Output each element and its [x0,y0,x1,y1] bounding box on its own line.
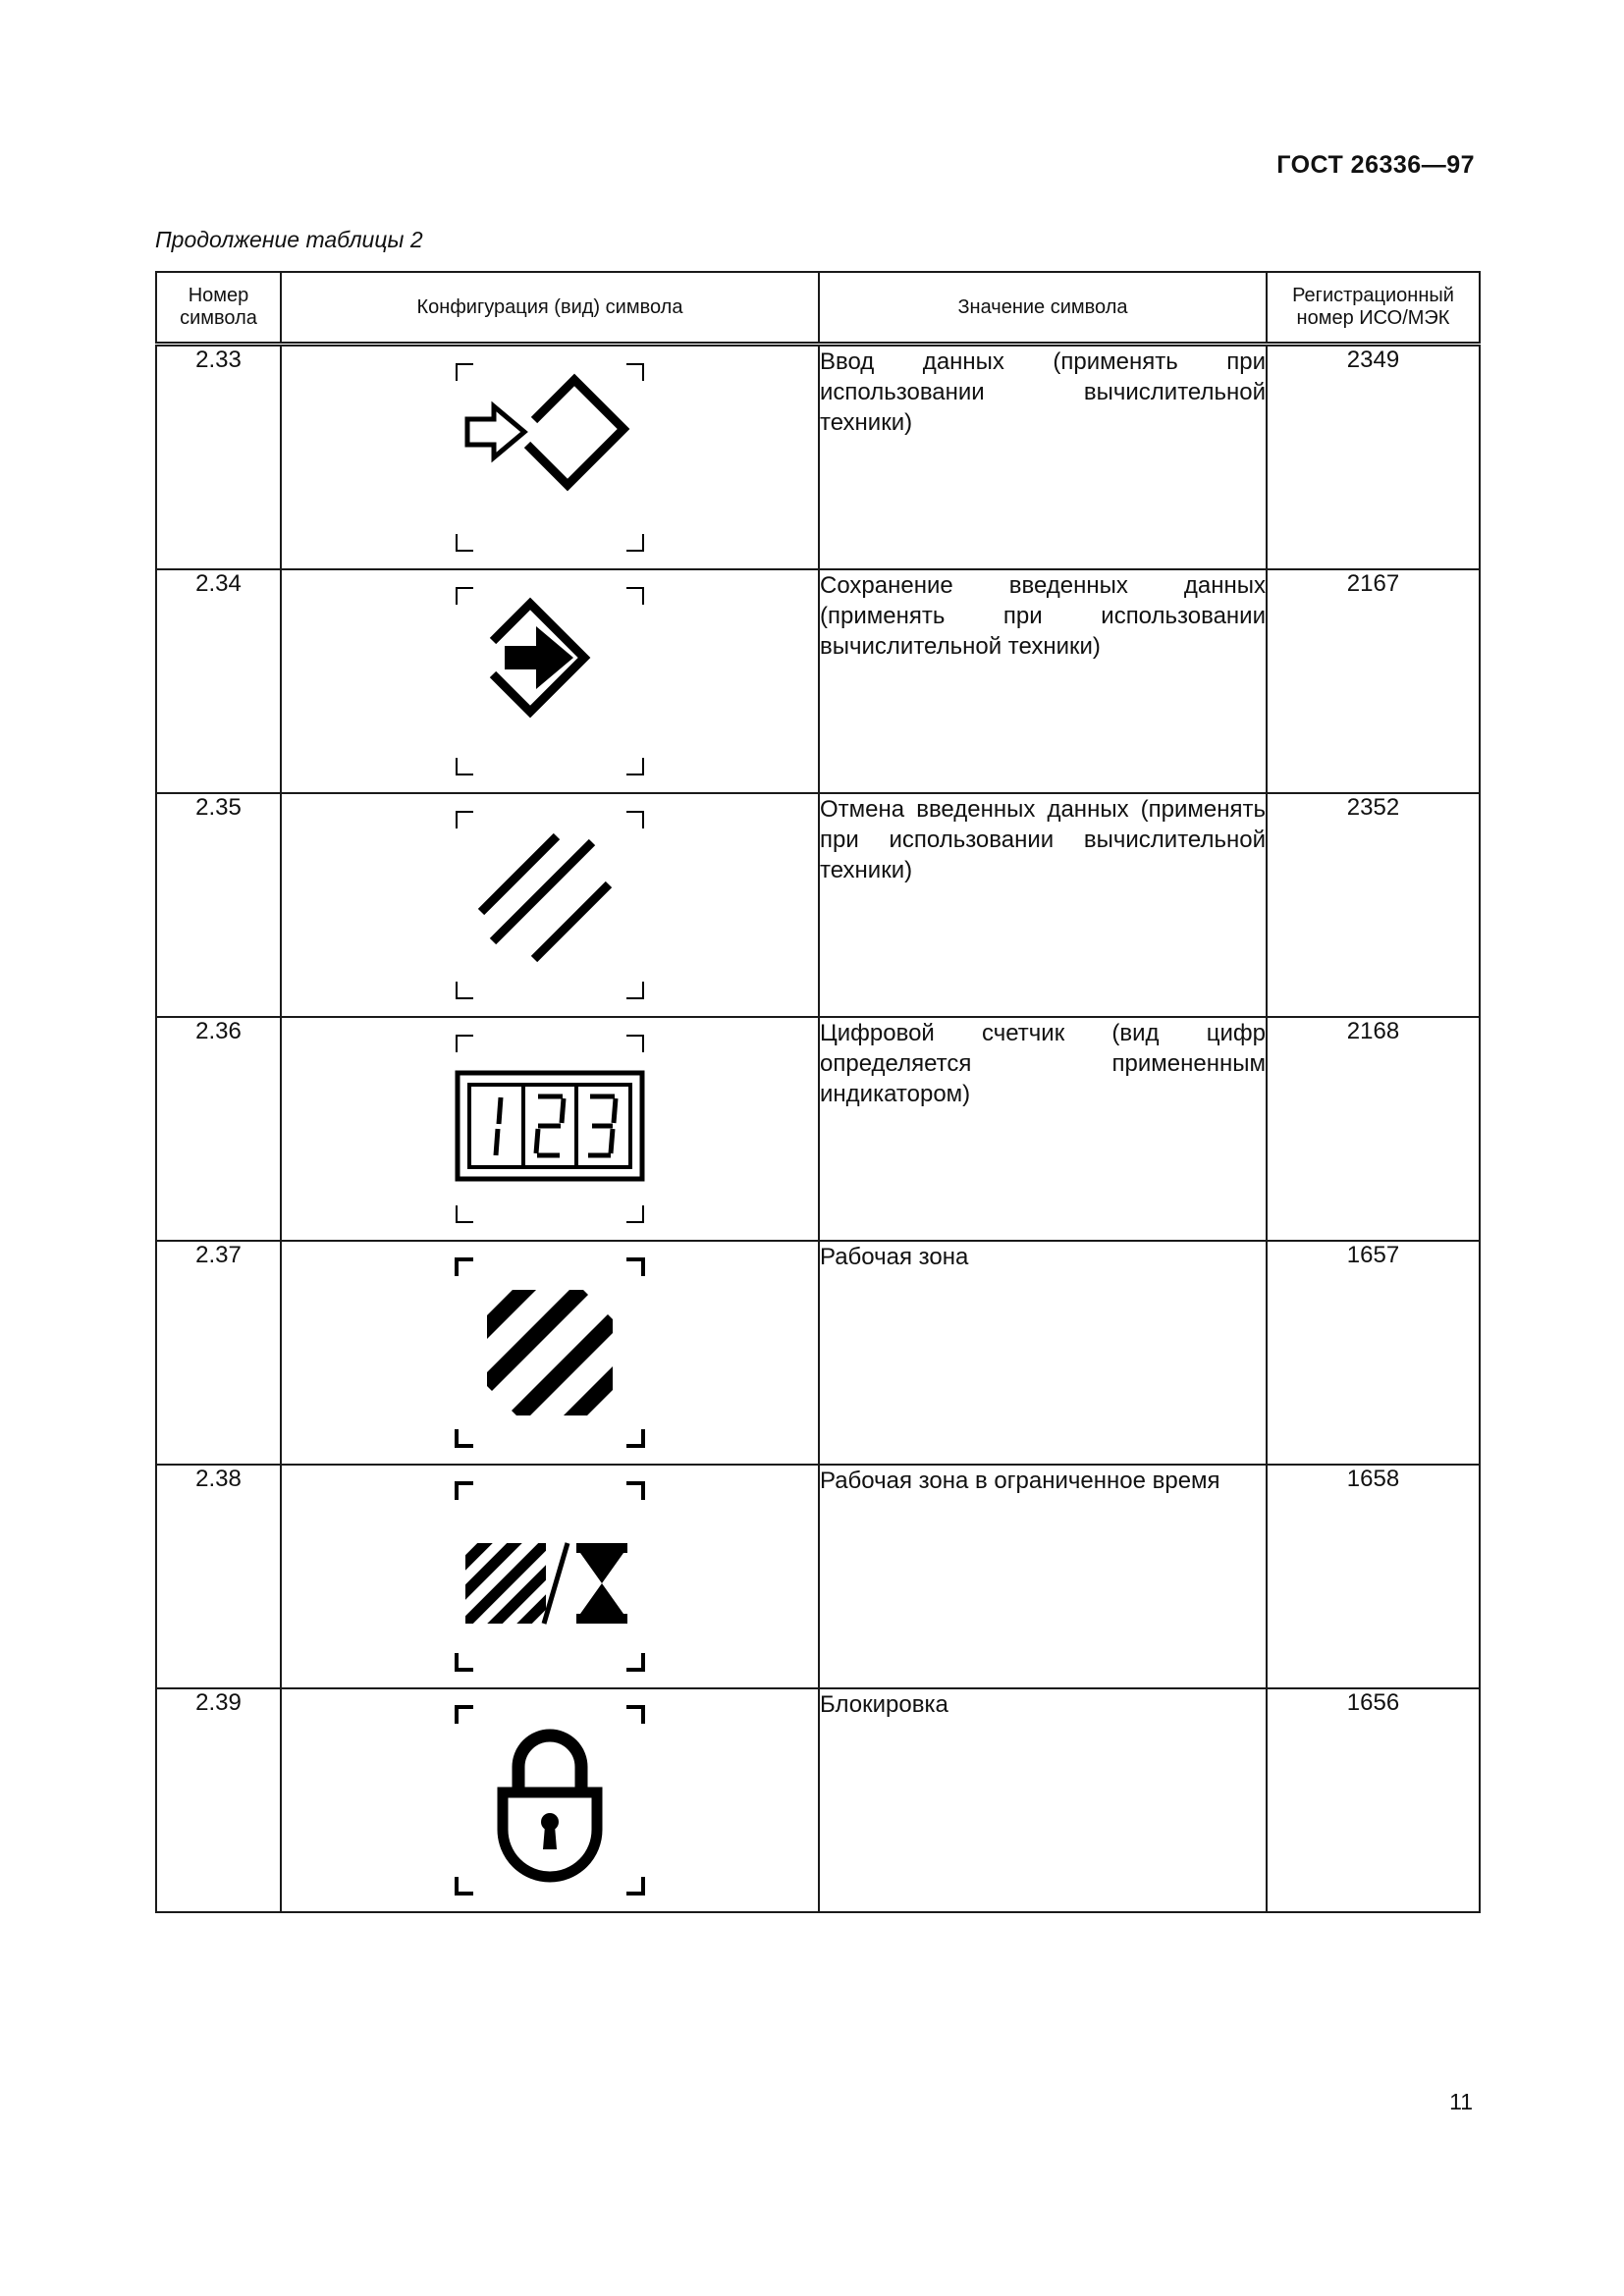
iso-reg-number: 1658 [1267,1465,1480,1688]
working-zone-timed-icon [452,1478,648,1675]
symbol-number: 2.37 [156,1241,281,1465]
lock-symbol [452,1702,648,1898]
symbols-table [155,271,1481,1913]
symbol-number: 2.36 [156,1017,281,1241]
document-header: ГОСТ 26336—97 [1276,151,1475,179]
data-save-symbol [452,583,648,779]
iso-reg-number: 2352 [1267,793,1480,1017]
column-header-config: Конфигурация (вид) символа [281,272,819,345]
data-cancel-symbol [452,807,648,1003]
table-row [156,1017,1480,1241]
symbol-config [281,345,819,570]
symbol-number: 2.34 [156,569,281,793]
data-input-icon [452,359,648,556]
data-input-symbol [452,359,648,556]
working-zone-icon [452,1255,648,1451]
symbol-config [281,1241,819,1465]
column-header-reg: Регистрационный номер ИСО/МЭК [1267,272,1480,345]
iso-reg-number: 2168 [1267,1017,1480,1241]
digital-counter-symbol [452,1031,648,1227]
table-row [156,1688,1480,1912]
table-row [156,1241,1480,1465]
data-cancel-icon [452,807,648,1003]
page-number: 11 [1449,2089,1473,2114]
symbol-number: 2.38 [156,1465,281,1688]
iso-reg-number: 1656 [1267,1688,1480,1912]
table-row [156,345,1480,570]
iso-reg-number: 1657 [1267,1241,1480,1465]
column-header-meaning: Значение символа [819,272,1267,345]
symbol-meaning: Цифровой счетчик (вид цифр определяется примененным индикатором) [819,1017,1267,1241]
working-zone-timed-symbol [452,1478,648,1675]
symbol-config [281,1017,819,1241]
table-row [156,793,1480,1017]
symbol-config [281,1688,819,1912]
lock-icon [452,1702,648,1898]
symbol-config [281,1465,819,1688]
iso-reg-number: 2349 [1267,345,1480,570]
symbol-meaning: Сохранение введенных данных (применять при использовании вычислительной техники) [819,569,1267,793]
symbol-meaning: Рабочая зона [819,1241,1267,1465]
symbol-number: 2.39 [156,1688,281,1912]
symbol-meaning: Блокировка [819,1688,1267,1912]
digital-counter-icon [452,1031,648,1227]
symbol-config [281,569,819,793]
symbol-config [281,793,819,1017]
symbol-number: 2.33 [156,345,281,570]
table-header-row [156,272,1480,345]
table-row [156,569,1480,793]
symbol-meaning: Ввод данных (применять при использовании вычислительной техники) [819,345,1267,570]
working-zone-symbol [452,1255,648,1451]
symbol-number: 2.35 [156,793,281,1017]
table-caption: Продолжение таблицы 2 [155,227,423,252]
symbol-meaning: Рабочая зона в ограниченное время [819,1465,1267,1688]
iso-reg-number: 2167 [1267,569,1480,793]
column-header-number: Номер символа [156,272,281,345]
table-row [156,1465,1480,1688]
symbol-meaning: Отмена введенных данных (применять при использовании вычислительной техники) [819,793,1267,1017]
data-save-icon [452,583,648,779]
